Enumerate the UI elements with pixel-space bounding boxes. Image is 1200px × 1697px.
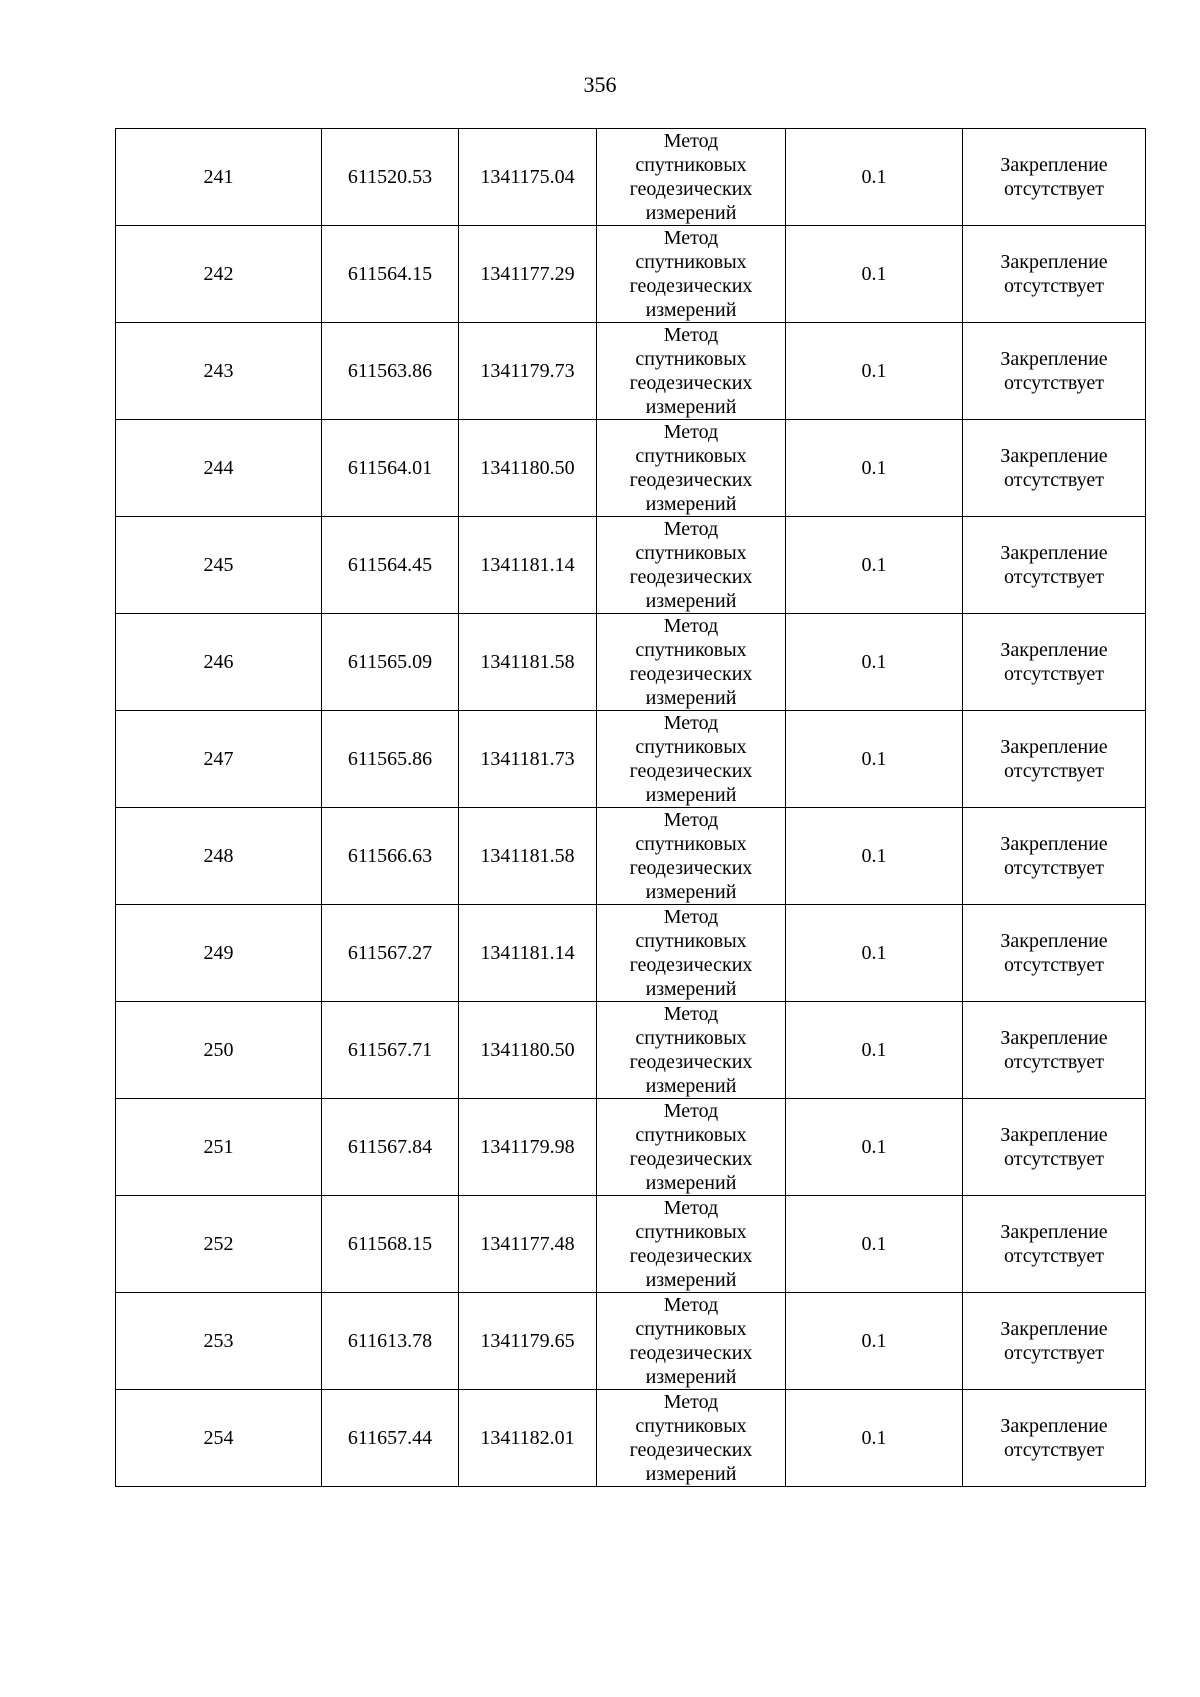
x-coordinate-cell: 611567.71 bbox=[322, 1002, 459, 1099]
table-row bbox=[116, 614, 1146, 711]
method-line: Метод bbox=[663, 518, 719, 540]
fixing-cell bbox=[963, 129, 1146, 226]
method-line: Метод bbox=[663, 1391, 719, 1413]
method-line: геодезических bbox=[629, 1439, 753, 1461]
method-cell bbox=[597, 226, 786, 323]
method-line: Метод bbox=[663, 324, 719, 346]
x-coordinate-cell: 611566.63 bbox=[322, 808, 459, 905]
method-line: Метод bbox=[663, 1003, 719, 1025]
method-line: спутниковых bbox=[635, 1415, 747, 1437]
method-line: измерений bbox=[645, 493, 737, 515]
coordinates-table bbox=[115, 128, 1146, 1487]
x-coordinate-cell: 611613.78 bbox=[322, 1293, 459, 1390]
method-line: спутниковых bbox=[635, 639, 747, 661]
method-line: измерений bbox=[645, 978, 737, 1000]
method-cell bbox=[597, 1196, 786, 1293]
method-line: геодезических bbox=[629, 1051, 753, 1073]
method-cell bbox=[597, 711, 786, 808]
table-row bbox=[116, 905, 1146, 1002]
method-line: геодезических bbox=[629, 1342, 753, 1364]
method-line: спутниковых bbox=[635, 542, 747, 564]
fixing-line: Закрепление bbox=[1000, 1415, 1108, 1437]
accuracy-cell: 0.1 bbox=[786, 905, 963, 1002]
fixing-line: Закрепление bbox=[1000, 1027, 1108, 1049]
y-coordinate-cell: 1341175.04 bbox=[459, 129, 597, 226]
fixing-line: Закрепление bbox=[1000, 736, 1108, 758]
y-coordinate-cell: 1341181.14 bbox=[459, 905, 597, 1002]
method-cell bbox=[597, 1002, 786, 1099]
fixing-line: Закрепление bbox=[1000, 251, 1108, 273]
fixing-line: Закрепление bbox=[1000, 445, 1108, 467]
fixing-cell bbox=[963, 1099, 1146, 1196]
table-row bbox=[116, 129, 1146, 226]
y-coordinate-cell: 1341179.73 bbox=[459, 323, 597, 420]
fixing-cell bbox=[963, 420, 1146, 517]
method-line: измерений bbox=[645, 202, 737, 224]
fixing-cell bbox=[963, 614, 1146, 711]
x-coordinate-cell: 611567.84 bbox=[322, 1099, 459, 1196]
accuracy-cell: 0.1 bbox=[786, 226, 963, 323]
method-line: измерений bbox=[645, 590, 737, 612]
fixing-line: отсутствует bbox=[1003, 954, 1105, 976]
method-line: измерений bbox=[645, 687, 737, 709]
method-line: измерений bbox=[645, 1366, 737, 1388]
method-line: геодезических bbox=[629, 566, 753, 588]
accuracy-cell: 0.1 bbox=[786, 129, 963, 226]
accuracy-cell: 0.1 bbox=[786, 614, 963, 711]
table-row bbox=[116, 517, 1146, 614]
method-line: Метод bbox=[663, 130, 719, 152]
method-line: Метод bbox=[663, 615, 719, 637]
accuracy-cell: 0.1 bbox=[786, 808, 963, 905]
method-line: измерений bbox=[645, 784, 737, 806]
method-line: спутниковых bbox=[635, 348, 747, 370]
point-number-cell: 248 bbox=[116, 808, 322, 905]
point-number-cell: 243 bbox=[116, 323, 322, 420]
table-row bbox=[116, 808, 1146, 905]
method-line: геодезических bbox=[629, 760, 753, 782]
x-coordinate-cell: 611564.45 bbox=[322, 517, 459, 614]
fixing-cell bbox=[963, 1002, 1146, 1099]
point-number-cell: 251 bbox=[116, 1099, 322, 1196]
method-line: спутниковых bbox=[635, 736, 747, 758]
x-coordinate-cell: 611565.09 bbox=[322, 614, 459, 711]
x-coordinate-cell: 611657.44 bbox=[322, 1390, 459, 1487]
method-line: спутниковых bbox=[635, 445, 747, 467]
method-cell bbox=[597, 905, 786, 1002]
x-coordinate-cell: 611563.86 bbox=[322, 323, 459, 420]
accuracy-cell: 0.1 bbox=[786, 323, 963, 420]
point-number-cell: 245 bbox=[116, 517, 322, 614]
method-line: геодезических bbox=[629, 954, 753, 976]
table-row bbox=[116, 1196, 1146, 1293]
table-row bbox=[116, 1293, 1146, 1390]
accuracy-cell: 0.1 bbox=[786, 1002, 963, 1099]
method-line: Метод bbox=[663, 809, 719, 831]
method-cell bbox=[597, 1390, 786, 1487]
method-cell bbox=[597, 420, 786, 517]
fixing-line: отсутствует bbox=[1003, 275, 1105, 297]
method-line: Метод bbox=[663, 1100, 719, 1122]
accuracy-cell: 0.1 bbox=[786, 420, 963, 517]
accuracy-cell: 0.1 bbox=[786, 1390, 963, 1487]
method-line: спутниковых bbox=[635, 1221, 747, 1243]
method-line: геодезических bbox=[629, 178, 753, 200]
fixing-line: Закрепление bbox=[1000, 542, 1108, 564]
fixing-line: отсутствует bbox=[1003, 1245, 1105, 1267]
method-line: геодезических bbox=[629, 275, 753, 297]
method-line: спутниковых bbox=[635, 251, 747, 273]
table-row bbox=[116, 226, 1146, 323]
method-line: Метод bbox=[663, 1294, 719, 1316]
point-number-cell: 244 bbox=[116, 420, 322, 517]
table-row bbox=[116, 1002, 1146, 1099]
fixing-cell bbox=[963, 808, 1146, 905]
table-row bbox=[116, 711, 1146, 808]
y-coordinate-cell: 1341180.50 bbox=[459, 420, 597, 517]
x-coordinate-cell: 611564.01 bbox=[322, 420, 459, 517]
point-number-cell: 252 bbox=[116, 1196, 322, 1293]
method-line: измерений bbox=[645, 881, 737, 903]
point-number-cell: 242 bbox=[116, 226, 322, 323]
y-coordinate-cell: 1341179.65 bbox=[459, 1293, 597, 1390]
method-line: спутниковых bbox=[635, 154, 747, 176]
fixing-cell bbox=[963, 1196, 1146, 1293]
y-coordinate-cell: 1341181.58 bbox=[459, 614, 597, 711]
method-line: геодезических bbox=[629, 1245, 753, 1267]
fixing-line: отсутствует bbox=[1003, 1148, 1105, 1170]
fixing-line: отсутствует bbox=[1003, 1439, 1105, 1461]
method-line: Метод bbox=[663, 712, 719, 734]
method-line: измерений bbox=[645, 1172, 737, 1194]
accuracy-cell: 0.1 bbox=[786, 1099, 963, 1196]
x-coordinate-cell: 611568.15 bbox=[322, 1196, 459, 1293]
y-coordinate-cell: 1341181.14 bbox=[459, 517, 597, 614]
fixing-line: отсутствует bbox=[1003, 566, 1105, 588]
fixing-cell bbox=[963, 517, 1146, 614]
method-line: геодезических bbox=[629, 372, 753, 394]
fixing-cell bbox=[963, 226, 1146, 323]
method-line: измерений bbox=[645, 396, 737, 418]
fixing-line: Закрепление bbox=[1000, 348, 1108, 370]
fixing-line: отсутствует bbox=[1003, 857, 1105, 879]
fixing-cell bbox=[963, 323, 1146, 420]
method-cell bbox=[597, 129, 786, 226]
method-line: Метод bbox=[663, 421, 719, 443]
fixing-cell bbox=[963, 1293, 1146, 1390]
x-coordinate-cell: 611520.53 bbox=[322, 129, 459, 226]
method-cell bbox=[597, 1099, 786, 1196]
fixing-cell bbox=[963, 905, 1146, 1002]
method-line: геодезических bbox=[629, 663, 753, 685]
method-line: измерений bbox=[645, 1463, 737, 1485]
fixing-line: Закрепление bbox=[1000, 1318, 1108, 1340]
method-cell bbox=[597, 808, 786, 905]
point-number-cell: 249 bbox=[116, 905, 322, 1002]
point-number-cell: 253 bbox=[116, 1293, 322, 1390]
method-line: Метод bbox=[663, 1197, 719, 1219]
point-number-cell: 254 bbox=[116, 1390, 322, 1487]
coordinates-table-body bbox=[116, 129, 1146, 1487]
fixing-line: Закрепление bbox=[1000, 833, 1108, 855]
table-row bbox=[116, 420, 1146, 517]
y-coordinate-cell: 1341182.01 bbox=[459, 1390, 597, 1487]
method-line: Метод bbox=[663, 227, 719, 249]
table-row bbox=[116, 1099, 1146, 1196]
method-line: геодезических bbox=[629, 857, 753, 879]
point-number-cell: 246 bbox=[116, 614, 322, 711]
fixing-line: отсутствует bbox=[1003, 1051, 1105, 1073]
fixing-line: Закрепление bbox=[1000, 930, 1108, 952]
point-number-cell: 247 bbox=[116, 711, 322, 808]
fixing-line: отсутствует bbox=[1003, 760, 1105, 782]
fixing-line: Закрепление bbox=[1000, 639, 1108, 661]
method-line: измерений bbox=[645, 1075, 737, 1097]
fixing-line: отсутствует bbox=[1003, 663, 1105, 685]
method-line: спутниковых bbox=[635, 1027, 747, 1049]
fixing-line: Закрепление bbox=[1000, 1124, 1108, 1146]
method-line: спутниковых bbox=[635, 930, 747, 952]
x-coordinate-cell: 611567.27 bbox=[322, 905, 459, 1002]
fixing-line: Закрепление bbox=[1000, 154, 1108, 176]
accuracy-cell: 0.1 bbox=[786, 1196, 963, 1293]
x-coordinate-cell: 611565.86 bbox=[322, 711, 459, 808]
method-cell bbox=[597, 517, 786, 614]
page-number: 356 bbox=[583, 72, 617, 97]
table-row bbox=[116, 323, 1146, 420]
method-line: спутниковых bbox=[635, 833, 747, 855]
table-row bbox=[116, 1390, 1146, 1487]
y-coordinate-cell: 1341177.29 bbox=[459, 226, 597, 323]
fixing-cell bbox=[963, 711, 1146, 808]
fixing-line: отсутствует bbox=[1003, 469, 1105, 491]
accuracy-cell: 0.1 bbox=[786, 517, 963, 614]
y-coordinate-cell: 1341179.98 bbox=[459, 1099, 597, 1196]
point-number-cell: 241 bbox=[116, 129, 322, 226]
point-number-cell: 250 bbox=[116, 1002, 322, 1099]
method-line: спутниковых bbox=[635, 1318, 747, 1340]
method-line: спутниковых bbox=[635, 1124, 747, 1146]
fixing-line: Закрепление bbox=[1000, 1221, 1108, 1243]
fixing-line: отсутствует bbox=[1003, 1342, 1105, 1364]
fixing-line: отсутствует bbox=[1003, 178, 1105, 200]
accuracy-cell: 0.1 bbox=[786, 1293, 963, 1390]
method-line: измерений bbox=[645, 1269, 737, 1291]
x-coordinate-cell: 611564.15 bbox=[322, 226, 459, 323]
method-line: геодезических bbox=[629, 469, 753, 491]
y-coordinate-cell: 1341177.48 bbox=[459, 1196, 597, 1293]
y-coordinate-cell: 1341181.58 bbox=[459, 808, 597, 905]
method-cell bbox=[597, 323, 786, 420]
y-coordinate-cell: 1341180.50 bbox=[459, 1002, 597, 1099]
y-coordinate-cell: 1341181.73 bbox=[459, 711, 597, 808]
method-cell bbox=[597, 614, 786, 711]
accuracy-cell: 0.1 bbox=[786, 711, 963, 808]
fixing-cell bbox=[963, 1390, 1146, 1487]
method-line: измерений bbox=[645, 299, 737, 321]
method-line: Метод bbox=[663, 906, 719, 928]
method-cell bbox=[597, 1293, 786, 1390]
fixing-line: отсутствует bbox=[1003, 372, 1105, 394]
method-line: геодезических bbox=[629, 1148, 753, 1170]
